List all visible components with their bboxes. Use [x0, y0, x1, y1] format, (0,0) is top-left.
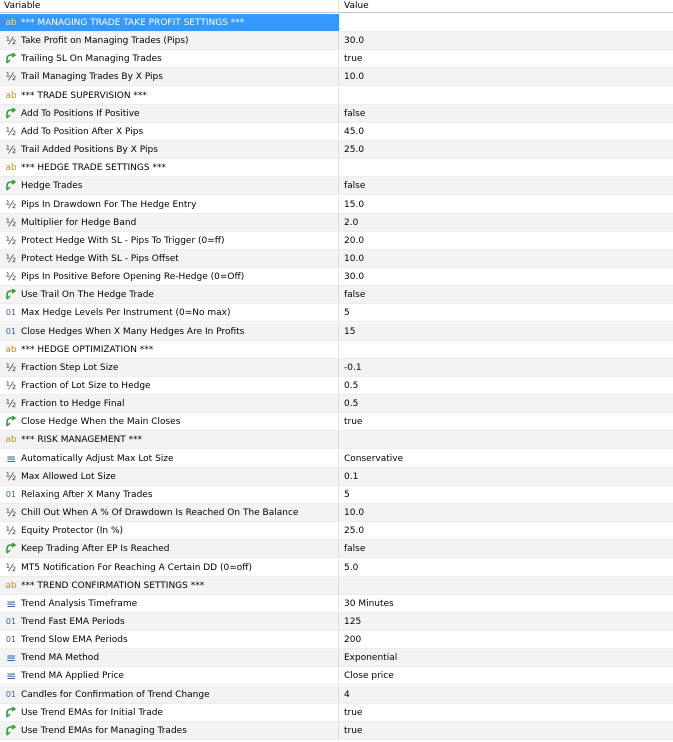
parameter-row[interactable]	[0, 468, 673, 486]
double-type-icon: ½	[5, 251, 17, 265]
parameter-row[interactable]	[0, 87, 673, 105]
variable-cell[interactable]	[0, 268, 338, 285]
parameter-row[interactable]	[0, 141, 673, 159]
variable-label: Automatically Adjust Max Lot Size	[21, 453, 174, 464]
variable-label: *** TREND CONFIRMATION SETTINGS ***	[21, 580, 205, 591]
double-type-icon: ½	[5, 197, 17, 211]
value-cell[interactable]: Exponential	[338, 649, 673, 666]
parameter-row[interactable]	[0, 431, 673, 449]
parameter-row[interactable]	[0, 522, 673, 540]
parameter-row[interactable]	[0, 413, 673, 431]
column-header-variable[interactable]: Variable	[4, 1, 41, 11]
variable-label: Relaxing After X Many Trades	[21, 489, 153, 500]
value-cell[interactable]: Close price	[338, 667, 673, 684]
enum-type-icon: ≡	[5, 669, 17, 684]
value-cell[interactable]: 0.5	[338, 377, 673, 394]
double-type-icon: ½	[5, 524, 17, 538]
string-type-icon: ab	[5, 580, 17, 591]
value-cell[interactable]: 15	[338, 323, 673, 340]
variable-label: Equity Protector (In %)	[21, 526, 124, 537]
parameter-row[interactable]	[0, 722, 673, 740]
variable-cell[interactable]	[0, 177, 338, 194]
parameter-row[interactable]	[0, 250, 673, 268]
parameter-row[interactable]	[0, 377, 673, 395]
variable-label: Trend Analysis Timeframe	[21, 598, 138, 609]
variable-label: Add To Positions If Positive	[21, 108, 140, 119]
variable-label: Hedge Trades	[21, 181, 83, 192]
bool-type-icon	[4, 286, 18, 303]
value-cell[interactable]: 25.0	[338, 522, 673, 539]
value-cell[interactable]: false	[338, 540, 673, 557]
variable-label: Use Trend EMAs for Managing Trades	[21, 725, 187, 736]
integer-type-icon: 01	[5, 616, 17, 626]
string-type-icon: ab	[5, 344, 17, 355]
parameter-row[interactable]	[0, 32, 673, 50]
parameter-row[interactable]	[0, 631, 673, 649]
variable-cell[interactable]	[0, 667, 338, 684]
value-cell[interactable]: 5.0	[338, 559, 673, 576]
variable-cell[interactable]	[0, 577, 338, 594]
variable-label: Trend MA Method	[21, 653, 100, 664]
value-cell[interactable]: 30.0	[338, 32, 673, 49]
variable-label: Close Hedge When the Main Closes	[21, 417, 181, 428]
double-type-icon: ½	[5, 215, 17, 229]
double-type-icon: ½	[5, 469, 17, 483]
double-type-icon: ½	[5, 233, 17, 247]
value-cell[interactable]: 2.0	[338, 214, 673, 231]
variable-cell[interactable]	[0, 105, 338, 122]
value-cell[interactable]	[338, 87, 673, 104]
parameter-row[interactable]	[0, 649, 673, 667]
variable-label: Trend Fast EMA Periods	[21, 616, 125, 627]
variable-label: Trend Slow EMA Periods	[21, 635, 128, 646]
parameter-row[interactable]	[0, 14, 673, 32]
variable-label: Add To Position After X Pips	[21, 126, 144, 137]
parameter-row[interactable]	[0, 304, 673, 322]
value-cell[interactable]: false	[338, 286, 673, 303]
variable-label: Pips In Positive Before Opening Re-Hedge (0=Off)	[21, 272, 245, 283]
variable-label: Keep Trading After EP Is Reached	[21, 544, 170, 555]
integer-type-icon: 01	[5, 308, 17, 318]
variable-cell[interactable]	[0, 450, 338, 467]
double-type-icon: ½	[5, 70, 17, 84]
variable-cell[interactable]	[0, 613, 338, 630]
variable-cell[interactable]	[0, 359, 338, 376]
value-cell[interactable]	[338, 341, 673, 358]
variable-label: Close Hedges When X Many Hedges Are In Profits	[21, 326, 245, 337]
variable-label: Protect Hedge With SL - Pips Offset	[21, 253, 179, 264]
bool-type-icon	[4, 413, 18, 430]
value-cell[interactable]: false	[338, 177, 673, 194]
bool-type-icon	[4, 704, 18, 721]
variable-label: Use Trend EMAs for Initial Trade	[21, 707, 163, 718]
parameter-row[interactable]	[0, 177, 673, 195]
value-cell[interactable]: 10.0	[338, 250, 673, 267]
integer-type-icon: 01	[5, 635, 17, 645]
variable-label: Pips In Drawdown For The Hedge Entry	[21, 199, 197, 210]
variable-cell[interactable]	[0, 540, 338, 557]
enum-type-icon: ≡	[5, 451, 17, 466]
variable-cell[interactable]	[0, 250, 338, 267]
variable-cell[interactable]	[0, 468, 338, 485]
variable-label: Use Trail On The Hedge Trade	[21, 290, 154, 301]
parameter-row[interactable]	[0, 341, 673, 359]
bool-type-icon	[4, 50, 18, 67]
string-type-icon: ab	[5, 18, 17, 28]
value-cell[interactable]: 5	[338, 486, 673, 503]
variable-label: Multiplier for Hedge Band	[21, 217, 137, 228]
parameter-row[interactable]	[0, 105, 673, 123]
variable-cell[interactable]	[0, 196, 338, 213]
variable-label: *** RISK MANAGEMENT ***	[21, 435, 143, 446]
parameter-row[interactable]	[0, 323, 673, 341]
value-cell[interactable]: 25.0	[338, 141, 673, 158]
variable-label: Protect Hedge With SL - Pips To Trigger (0=ff)	[21, 235, 225, 246]
string-type-icon: ab	[5, 435, 17, 446]
value-cell[interactable]: 15.0	[338, 196, 673, 213]
value-cell[interactable]: 10.0	[338, 504, 673, 521]
variable-cell[interactable]	[0, 14, 338, 31]
variable-cell[interactable]	[0, 431, 338, 448]
parameter-row[interactable]	[0, 196, 673, 214]
value-cell[interactable]: 5	[338, 304, 673, 321]
parameter-row[interactable]	[0, 359, 673, 377]
parameter-row[interactable]	[0, 159, 673, 177]
parameter-row[interactable]	[0, 686, 673, 704]
value-cell[interactable]: true	[338, 704, 673, 721]
double-type-icon: ½	[5, 124, 17, 138]
double-type-icon: ½	[5, 397, 17, 411]
bool-type-icon	[4, 722, 18, 739]
double-type-icon: ½	[5, 143, 17, 157]
variable-label: Trailing SL On Managing Trades	[21, 54, 162, 65]
variable-cell[interactable]	[0, 341, 338, 358]
double-type-icon: ½	[5, 34, 17, 48]
bool-type-icon	[4, 540, 18, 557]
parameter-row[interactable]	[0, 286, 673, 304]
parameter-row[interactable]	[0, 232, 673, 250]
variable-cell[interactable]	[0, 395, 338, 412]
value-cell[interactable]: 20.0	[338, 232, 673, 249]
variable-cell[interactable]	[0, 595, 338, 612]
double-type-icon: ½	[5, 560, 17, 574]
variable-cell[interactable]	[0, 141, 338, 158]
variable-cell[interactable]	[0, 722, 338, 739]
parameter-row[interactable]	[0, 50, 673, 68]
value-cell[interactable]	[338, 159, 673, 176]
variable-cell[interactable]	[0, 123, 338, 140]
double-type-icon: ½	[5, 270, 17, 284]
variable-label: Max Allowed Lot Size	[21, 471, 116, 482]
variable-cell[interactable]	[0, 159, 338, 176]
parameter-row[interactable]	[0, 268, 673, 286]
value-cell[interactable]: 200	[338, 631, 673, 648]
variable-label: Take Profit on Managing Trades (Pips)	[21, 36, 189, 47]
value-cell[interactable]: 45.0	[338, 123, 673, 140]
value-cell[interactable]: 4	[338, 686, 673, 703]
parameter-row[interactable]	[0, 450, 673, 468]
value-cell[interactable]	[338, 431, 673, 448]
value-cell[interactable]: 10.0	[338, 68, 673, 85]
variable-cell[interactable]	[0, 286, 338, 303]
value-cell[interactable]: true	[338, 413, 673, 430]
variable-cell[interactable]	[0, 559, 338, 576]
parameter-row[interactable]	[0, 123, 673, 141]
enum-type-icon: ≡	[5, 651, 17, 666]
integer-type-icon: 01	[5, 689, 17, 699]
column-header-value[interactable]: Value	[338, 0, 673, 12]
value-cell[interactable]: true	[338, 50, 673, 67]
value-cell[interactable]: false	[338, 105, 673, 122]
variable-cell[interactable]	[0, 87, 338, 104]
variable-label: MT5 Notification For Reaching A Certain DD (0=off)	[21, 562, 252, 573]
bool-type-icon	[4, 177, 18, 194]
variable-label: Fraction of Lot Size to Hedge	[21, 381, 151, 391]
variable-label: Trail Managing Trades By X Pips	[21, 72, 163, 83]
variable-cell[interactable]	[0, 631, 338, 648]
parameter-row[interactable]	[0, 595, 673, 613]
variable-cell[interactable]	[0, 649, 338, 666]
parameter-row[interactable]	[0, 486, 673, 504]
variable-cell[interactable]	[0, 686, 338, 703]
variable-label: Fraction Step Lot Size	[21, 362, 119, 373]
variable-label: *** TRADE SUPERVISION ***	[21, 90, 147, 101]
variable-label: *** HEDGE TRADE SETTINGS ***	[21, 163, 166, 174]
integer-type-icon: 01	[5, 326, 17, 336]
variable-cell[interactable]	[0, 68, 338, 85]
parameter-row[interactable]	[0, 667, 673, 685]
variable-cell[interactable]	[0, 377, 338, 394]
parameter-row[interactable]	[0, 214, 673, 232]
value-cell[interactable]	[338, 577, 673, 594]
value-cell[interactable]: true	[338, 722, 673, 739]
variable-label: Trail Added Positions By X Pips	[21, 145, 158, 156]
value-cell[interactable]: 0.1	[338, 468, 673, 485]
variable-label: *** HEDGE OPTIMIZATION ***	[21, 344, 154, 355]
value-cell[interactable]	[338, 14, 673, 31]
value-cell[interactable]: 30 Minutes	[338, 595, 673, 612]
variable-cell[interactable]	[0, 704, 338, 721]
variable-cell[interactable]	[0, 504, 338, 521]
string-type-icon: ab	[5, 90, 17, 101]
double-type-icon: ½	[5, 360, 17, 374]
enum-type-icon: ≡	[5, 596, 17, 611]
parameter-row[interactable]	[0, 504, 673, 522]
integer-type-icon: 01	[5, 489, 17, 499]
parameter-row[interactable]	[0, 577, 673, 595]
variable-label: *** MANAGING TRADE TAKE PROFIT SETTINGS ***	[21, 18, 245, 28]
parameter-row[interactable]	[0, 704, 673, 722]
variable-label: Candles for Confirmation of Trend Change	[21, 689, 210, 700]
string-type-icon: ab	[5, 163, 17, 174]
variable-cell[interactable]	[0, 413, 338, 430]
parameter-row[interactable]	[0, 613, 673, 631]
variable-cell[interactable]	[0, 232, 338, 249]
parameter-row[interactable]	[0, 68, 673, 86]
parameter-row[interactable]	[0, 540, 673, 558]
variable-label: Chill Out When A % Of Drawdown Is Reached On The Balance	[21, 508, 299, 519]
variable-cell[interactable]	[0, 323, 338, 340]
variable-cell[interactable]	[0, 486, 338, 503]
double-type-icon: ½	[5, 379, 17, 392]
value-cell[interactable]: 0.5	[338, 395, 673, 412]
variable-cell[interactable]	[0, 304, 338, 321]
value-cell[interactable]: 125	[338, 613, 673, 630]
value-cell[interactable]: 30.0	[338, 268, 673, 285]
double-type-icon: ½	[5, 506, 17, 520]
value-cell[interactable]: -0.1	[338, 359, 673, 376]
variable-cell[interactable]	[0, 32, 338, 49]
variable-cell[interactable]	[0, 522, 338, 539]
value-cell[interactable]: Conservative	[338, 450, 673, 467]
bool-type-icon	[4, 105, 18, 122]
grid-header	[0, 0, 673, 13]
variable-label: Trend MA Applied Price	[21, 671, 124, 682]
variable-cell[interactable]	[0, 214, 338, 231]
parameter-row[interactable]	[0, 395, 673, 413]
variable-label: Fraction to Hedge Final	[21, 399, 125, 410]
parameter-row[interactable]	[0, 559, 673, 577]
variable-cell[interactable]	[0, 50, 338, 67]
variable-label: Max Hedge Levels Per Instrument (0=No max)	[21, 308, 231, 319]
